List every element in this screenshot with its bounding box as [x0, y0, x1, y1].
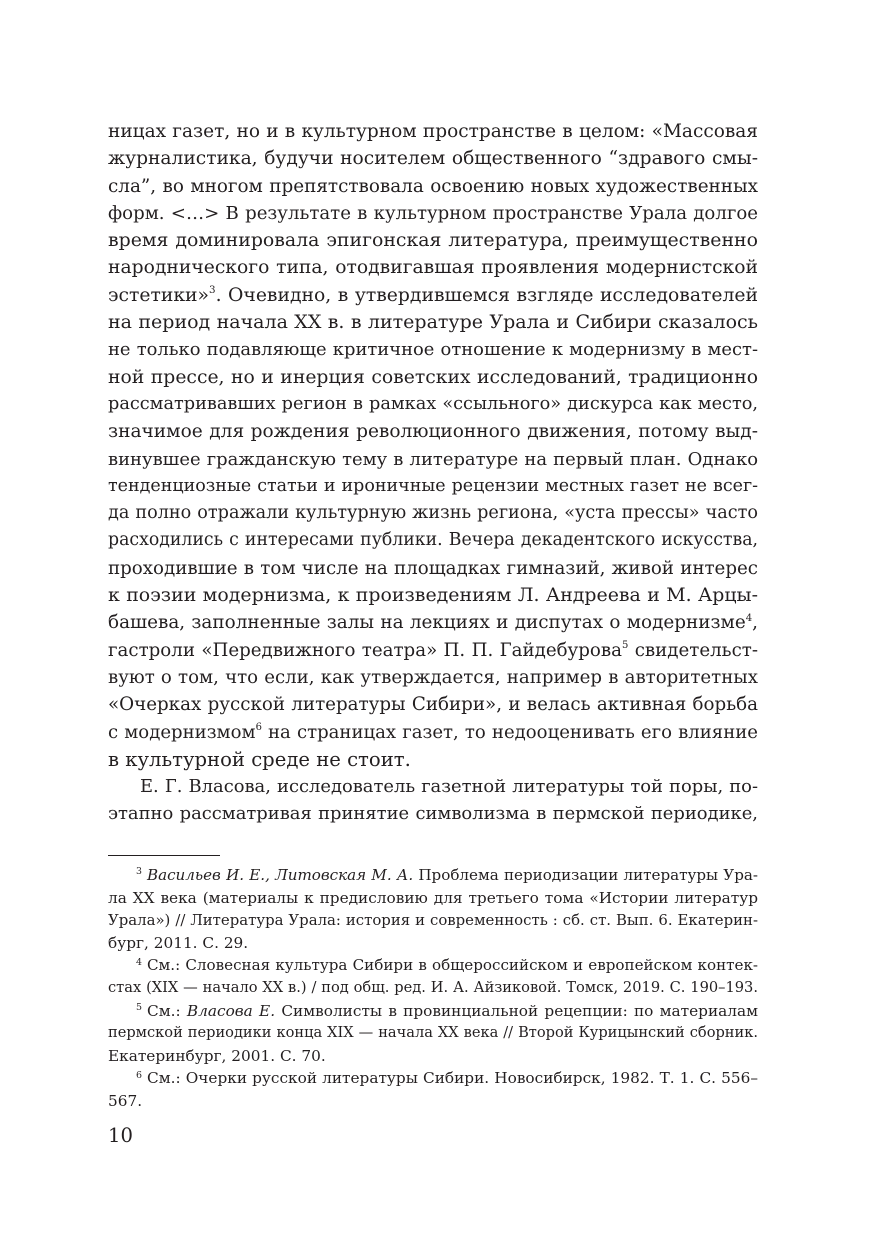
text-line: рассматривавших регион в рамках «ссыльного» дискурса как место,	[108, 393, 758, 414]
text-line: ницах газет, но и в культурном пространстве в целом: «Массовая	[108, 121, 758, 142]
footnote-line: ла XX века (материалы к предисловию для третьего тома «Истории литератур	[108, 888, 758, 907]
footnote-separator	[108, 855, 220, 856]
text-line: на период начала XX в. в литературе Урала и Сибири сказалось	[108, 311, 758, 334]
footnote-text: Проблема периодизации литературы Ура-	[413, 866, 759, 884]
text-fragment: гастроли «Передвижного театра» П. П. Гайдебурова	[108, 639, 622, 661]
footnote-mark: 4	[136, 956, 142, 968]
footnote-line: Екатеринбург, 2001. С. 70.	[108, 1046, 326, 1065]
text-line: вуют о том, что если, как утверждается, например в авторитетных	[108, 666, 758, 688]
footnote-line: бург, 2011. С. 29.	[108, 933, 249, 952]
footnote-text: См.: Словесная культура Сибири в общероссийском и европейском контек-	[146, 956, 758, 975]
text-fragment: башева, заполненные залы на лекциях и диспутах о модернизме	[108, 612, 746, 634]
footnote-text: Символисты в провинциальной рецепции: по материалам	[275, 1001, 759, 1020]
footnote-author: Власова Е.	[186, 1001, 276, 1020]
footnote-text: См.:	[147, 1001, 187, 1020]
text-line: значимое для рождения революционного движения, потому выд-	[108, 421, 758, 443]
text-line	[108, 719, 758, 746]
text-line: в культурной среде не стоит.	[108, 747, 411, 771]
text-line: народнического типа, отодвигавшая проявления модернистской	[108, 257, 758, 279]
footnote-3	[108, 864, 758, 887]
text-line: винувшее гражданскую тему в литературе на первый план. Однако	[108, 448, 758, 470]
footnote-reference-3: 3	[209, 284, 216, 297]
footnote-reference-5: 5	[621, 640, 629, 652]
text-fragment: с модернизмом	[108, 721, 256, 743]
footnote-line: стах (XIX — начало XX в.) / под общ. ред. И. А. Айзиковой. Томск, 2019. С. 190–193.	[108, 978, 758, 996]
text-fragment: ,	[752, 612, 758, 634]
footnote-line: Урала») // Литература Урала: история и современность : сб. ст. Вып. 6. Екатерин-	[108, 911, 758, 930]
footnote-reference-6: 6	[255, 722, 262, 734]
footnote-author: Васильев И. Е., Литовская М. А.	[146, 866, 414, 884]
text-line: сла”, во многом препятствовала освоению новых художественных	[108, 175, 758, 197]
text-fragment: эстетики»	[108, 284, 210, 306]
text-line: «Очерках русской литературы Сибири», и велась активная борьба	[108, 694, 758, 716]
text-line: проходившие в том числе на площадках гимназий, живой интерес	[108, 557, 758, 579]
footnote-6	[108, 1067, 758, 1090]
text-line: время доминировала эпигонская литература, преимущественно	[108, 229, 758, 252]
footnote-5	[108, 1000, 758, 1023]
text-line: форм. <…> В результате в культурном пространстве Урала долгое	[108, 202, 758, 224]
text-line: тенденциозные статьи и ироничные рецензии местных газет не всег-	[108, 475, 758, 496]
text-line: да полно отражали культурную жизнь региона, «уста прессы» часто	[108, 503, 758, 524]
footnote-line: пермской периодики конца XIX — начала XX века // Второй Курицынский сборник.	[108, 1024, 758, 1042]
text-line	[108, 637, 758, 664]
footnote-reference-4: 4	[745, 612, 753, 624]
text-line: расходились с интересами публики. Вечера декадентского искусства,	[108, 530, 758, 551]
text-line: к поэзии модернизма, к произведениям Л. Андреева и М. Арцы-	[108, 584, 758, 607]
text-fragment: на страницах газет, то недооценивать его влияние	[261, 721, 758, 743]
footnote-mark: 5	[136, 1001, 143, 1013]
text-fragment: . Очевидно, в утвердившемся взгляде исследователей	[215, 284, 758, 306]
main-text	[108, 118, 758, 828]
paragraph-first-line: Е. Г. Власова, исследователь газетной литературы той поры, по-	[140, 776, 758, 798]
text-line	[108, 609, 758, 636]
page-number: 10	[108, 1124, 133, 1147]
footnote-text: См.: Очерки русской литературы Сибири. Новосибирск, 1982. Т. 1. С. 556–	[147, 1069, 758, 1088]
footnote-line: 567.	[108, 1091, 143, 1110]
text-line: этапно рассматривая принятие символизма в пермской периодике,	[108, 803, 758, 825]
footnote-4	[108, 954, 758, 977]
text-line: не только подавляюще критичное отношение к модернизму в мест-	[108, 339, 758, 361]
text-line: журналистика, будучи носителем общественного “здравого смы-	[108, 148, 758, 170]
footnotes	[108, 864, 758, 1113]
text-line	[108, 282, 758, 309]
text-fragment: свидетельст-	[628, 639, 758, 661]
text-line: ной прессе, но и инерция советских исследований, традиционно	[108, 366, 758, 388]
footnote-mark: 6	[136, 1069, 143, 1081]
footnote-mark: 3	[136, 866, 142, 878]
